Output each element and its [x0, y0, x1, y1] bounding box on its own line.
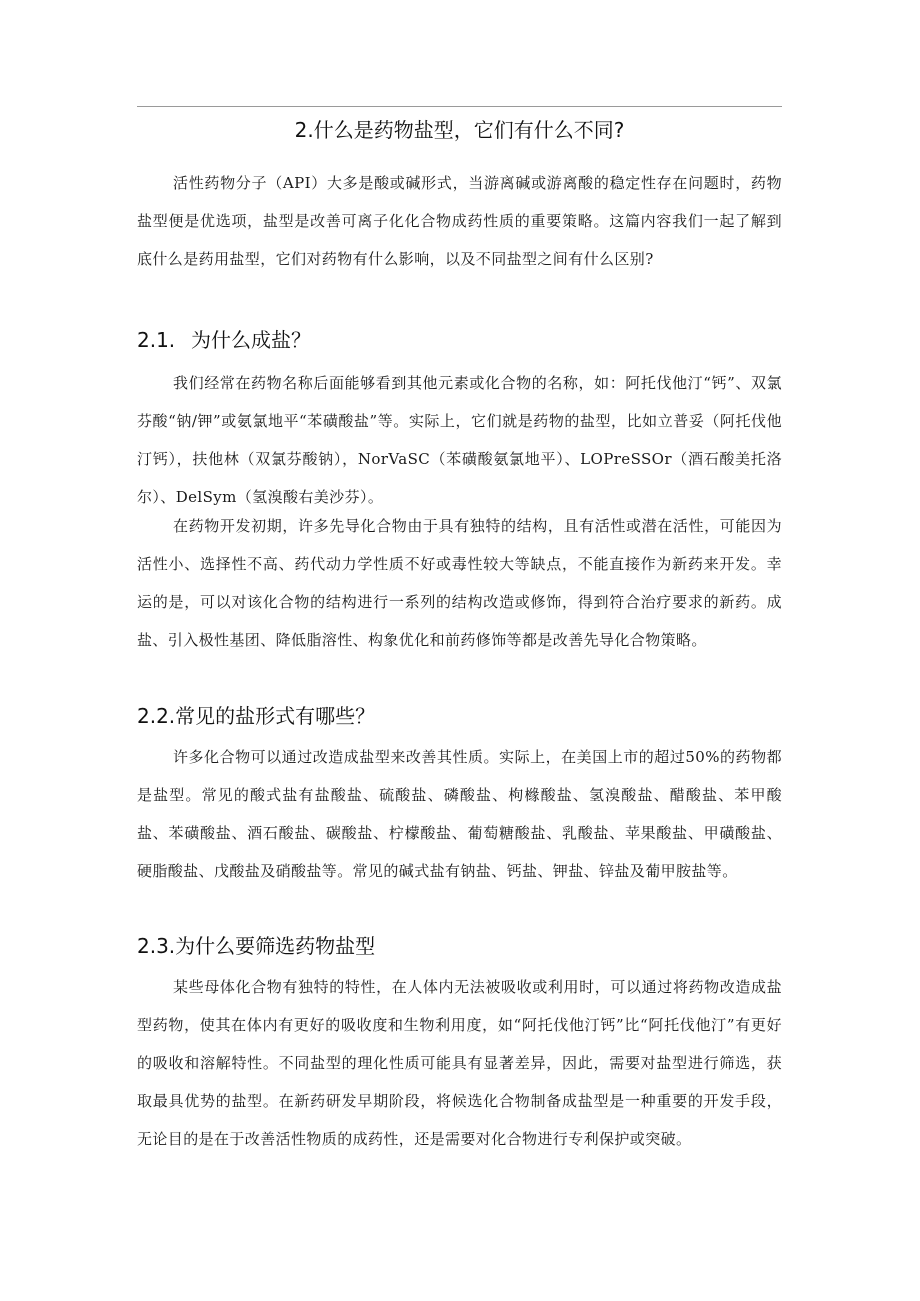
section-heading-2-2 — [137, 700, 375, 732]
page-title: 2.什么是药物盐型，它们有什么不同? — [294, 118, 625, 142]
section-2-2-paragraph-1: 许多化合物可以通过改造成盐型来改善其性质。实际上，在美国上市的超过50%的药物都是盐型。常见的酸式盐有盐酸盐、硫酸盐、磷酸盐、枸橼酸盐、氢溴酸盐、醋酸盐、苯甲酸盐、苯磺酸盐、酒石酸盐、碳酸盐、柠檬酸盐、葡萄糖酸盐、乳酸盐、苹果酸盐、甲磺酸盐、硬脂酸盐、戊酸盐及硝酸盐等。常见的碱式盐有钠盐、钙盐、钾盐、锌盐及葡甲胺盐等。 — [137, 748, 782, 880]
header-rule — [137, 106, 782, 107]
section-heading-text: 为什么成盐？ — [191, 328, 311, 352]
section-heading-text: 为什么要筛选药物盐型 — [175, 934, 376, 958]
section-heading-2-1 — [137, 324, 311, 356]
section-number: 2.2. — [137, 704, 176, 728]
section-number: 2.1. — [137, 328, 176, 352]
section-2-1-paragraph-1: 我们经常在药物名称后面能够看到其他元素或化合物的名称，如：阿托伐他汀“钙”、双氯芬酸“钠/钾”或氨氯地平“苯磺酸盐”等。实际上，它们就是药物的盐型，比如立普妥（阿托伐他汀钙），扶他林（双氯芬酸钠），NorVaSC（苯磺酸氨氯地平）、LOPreSSOr（酒石酸美托洛尔）、DelSym（氢溴酸右美沙芬）。 — [137, 374, 782, 506]
intro-paragraph: 活性药物分子（API）大多是酸或碱形式，当游离碱或游离酸的稳定性存在问题时，药物盐型便是优选项，盐型是改善可离子化化合物成药性质的重要策略。这篇内容我们一起了解到底什么是药用盐型，它们对药物有什么影响，以及不同盐型之间有什么区别? — [137, 174, 782, 268]
section-number: 2.3. — [137, 934, 176, 958]
section-2-1-paragraph-2: 在药物开发初期，许多先导化合物由于具有独特的结构，且有活性或潜在活性，可能因为活性小、选择性不高、药代动力学性质不好或毒性较大等缺点，不能直接作为新药来开发。幸运的是，可以对该化合物的结构进行一系列的结构改造或修饰，得到符合治疗要求的新药。成盐、引入极性基团、降低脂溶性、构象优化和前药修饰等都是改善先导化合物策略。 — [137, 517, 782, 649]
section-heading-2-3 — [137, 930, 375, 962]
section-heading-text: 常见的盐形式有哪些？ — [175, 704, 376, 728]
section-2-3-paragraph-1: 某些母体化合物有独特的特性，在人体内无法被吸收或利用时，可以通过将药物改造成盐型药物，使其在体内有更好的吸收度和生物利用度，如“阿托伐他汀钙”比“阿托伐他汀”有更好的吸收和溶解特性。不同盐型的理化性质可能具有显著差异，因此，需要对盐型进行筛选，获取最具优势的盐型。在新药研发早期阶段，将候选化合物制备成盐型是一种重要的开发手段，无论目的是在于改善活性物质的成药性，还是需要对化合物进行专利保护或突破。 — [137, 978, 782, 1148]
